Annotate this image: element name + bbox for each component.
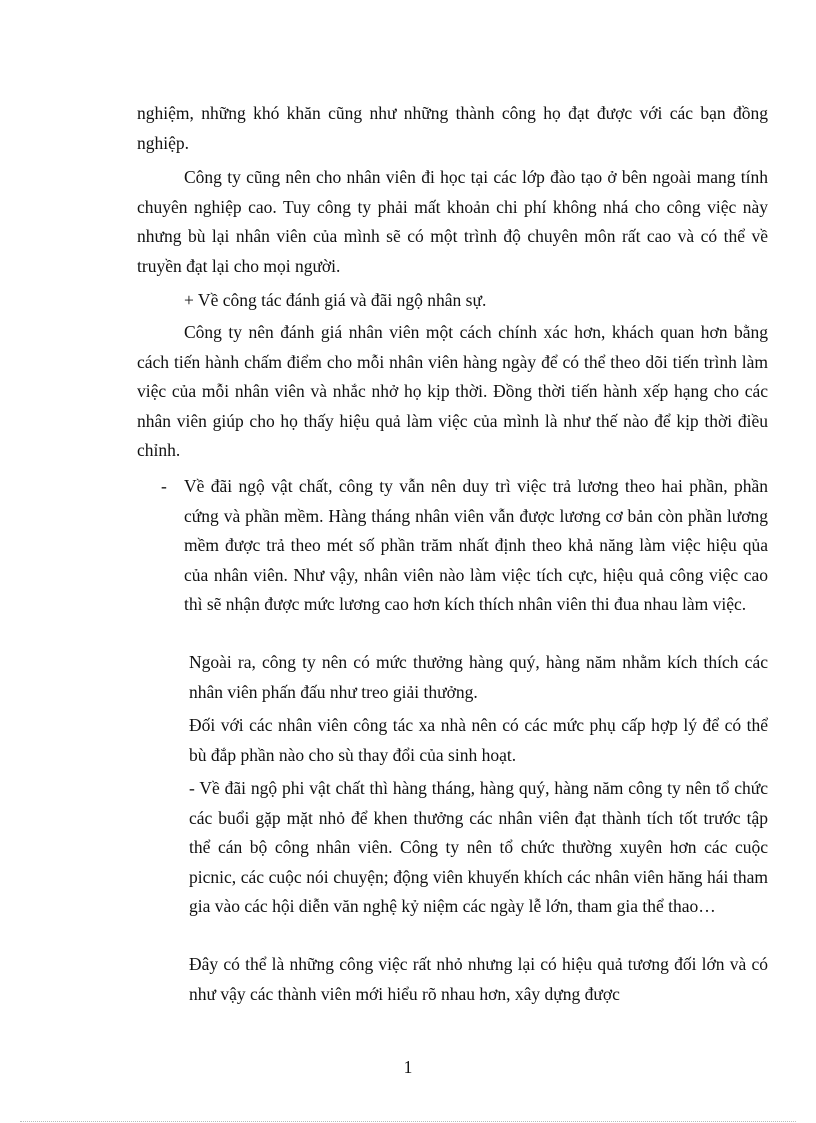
bullet-dash: - [161,476,167,496]
paragraph-external-training: Công ty cũng nên cho nhân viên đi học tại các lớp đào tạo ở bên ngoài mang tính chuyên nghiệp cao. Tuy công ty phải mất khoản chi phí không nhá cho công việc này nhưng bù lại nhân viên của mình sẽ có một trình độ chuyên môn rất cao và có thể về truyền đạt lại cho mọi người. [137,167,768,276]
paragraph-conclusion: Đây có thể là những công việc rất nhỏ nhưng lại có hiệu quả tương đối lớn và có như vậy các thành viên mới hiểu rõ nhau hơn, xây dựng được [189,954,768,1004]
paragraph-evaluation: Công ty nên đánh giá nhân viên một cách chính xác hơn, khách quan hơn bằng cách tiến hành chấm điểm cho mỗi nhân viên hàng ngày để có thể theo dõi tiến trình làm việc của mỗi nhân viên và nhắc nhở họ kịp thời. Đồng thời tiến hành xếp hạng cho các nhân viên giúp cho họ thấy hiệu quả làm việc của mình là như thế nào để kịp thời điều chỉnh. [137,322,768,460]
page-number: 1 [403,1057,413,1077]
paragraph-allowance: Đối với các nhân viên công tác xa nhà nên có các mức phụ cấp hợp lý để có thể bù đắp phần nào cho sù thay đổi của sinh hoạt. [189,715,768,765]
paragraph-bonus: Ngoài ra, công ty nên có mức thưởng hàng quý, hàng năm nhằm kích thích các nhân viên phấn đấu như treo giải thưởng. [189,652,768,702]
section-heading-evaluation: + Về công tác đánh giá và đãi ngộ nhân sự. [184,290,487,310]
paragraph-material-benefits: Về đãi ngộ vật chất, công ty vẫn nên duy trì việc trả lương theo hai phần, phần cứng và phần mềm. Hàng tháng nhân viên vẫn được lương cơ bản còn phần lương mềm được trả theo mét số phần trăm nhất định theo khả năng làm việc hiệu qủa của nhân viên. Như vậy, nhân viên nào làm việc tích cực, hiệu quả công việc cao thì sẽ nhận được mức lương cao hơn kích thích nhân viên thi đua nhau làm việc. [184,476,768,614]
paragraph-continuation: nghiệm, những khó khăn cũng như những thành công họ đạt được với các bạn đồng nghiệp. [137,103,768,153]
paragraph-non-material-benefits: - Về đãi ngộ phi vật chất thì hàng tháng, hàng quý, hàng năm công ty nên tổ chức các buổi gặp mặt nhỏ để khen thưởng các nhân viên đạt thành tích tốt trước tập thể cán bộ công nhân viên. Công ty nên tổ chức thường xuyên hơn các cuộc picnic, các cuộc nói chuyện; động viên khuyến khích các nhân viên hăng hái tham gia vào các hội diễn văn nghệ kỷ niệm các ngày lễ lớn, tham gia thể thao… [189,778,768,916]
page-bottom-divider [20,1121,796,1122]
